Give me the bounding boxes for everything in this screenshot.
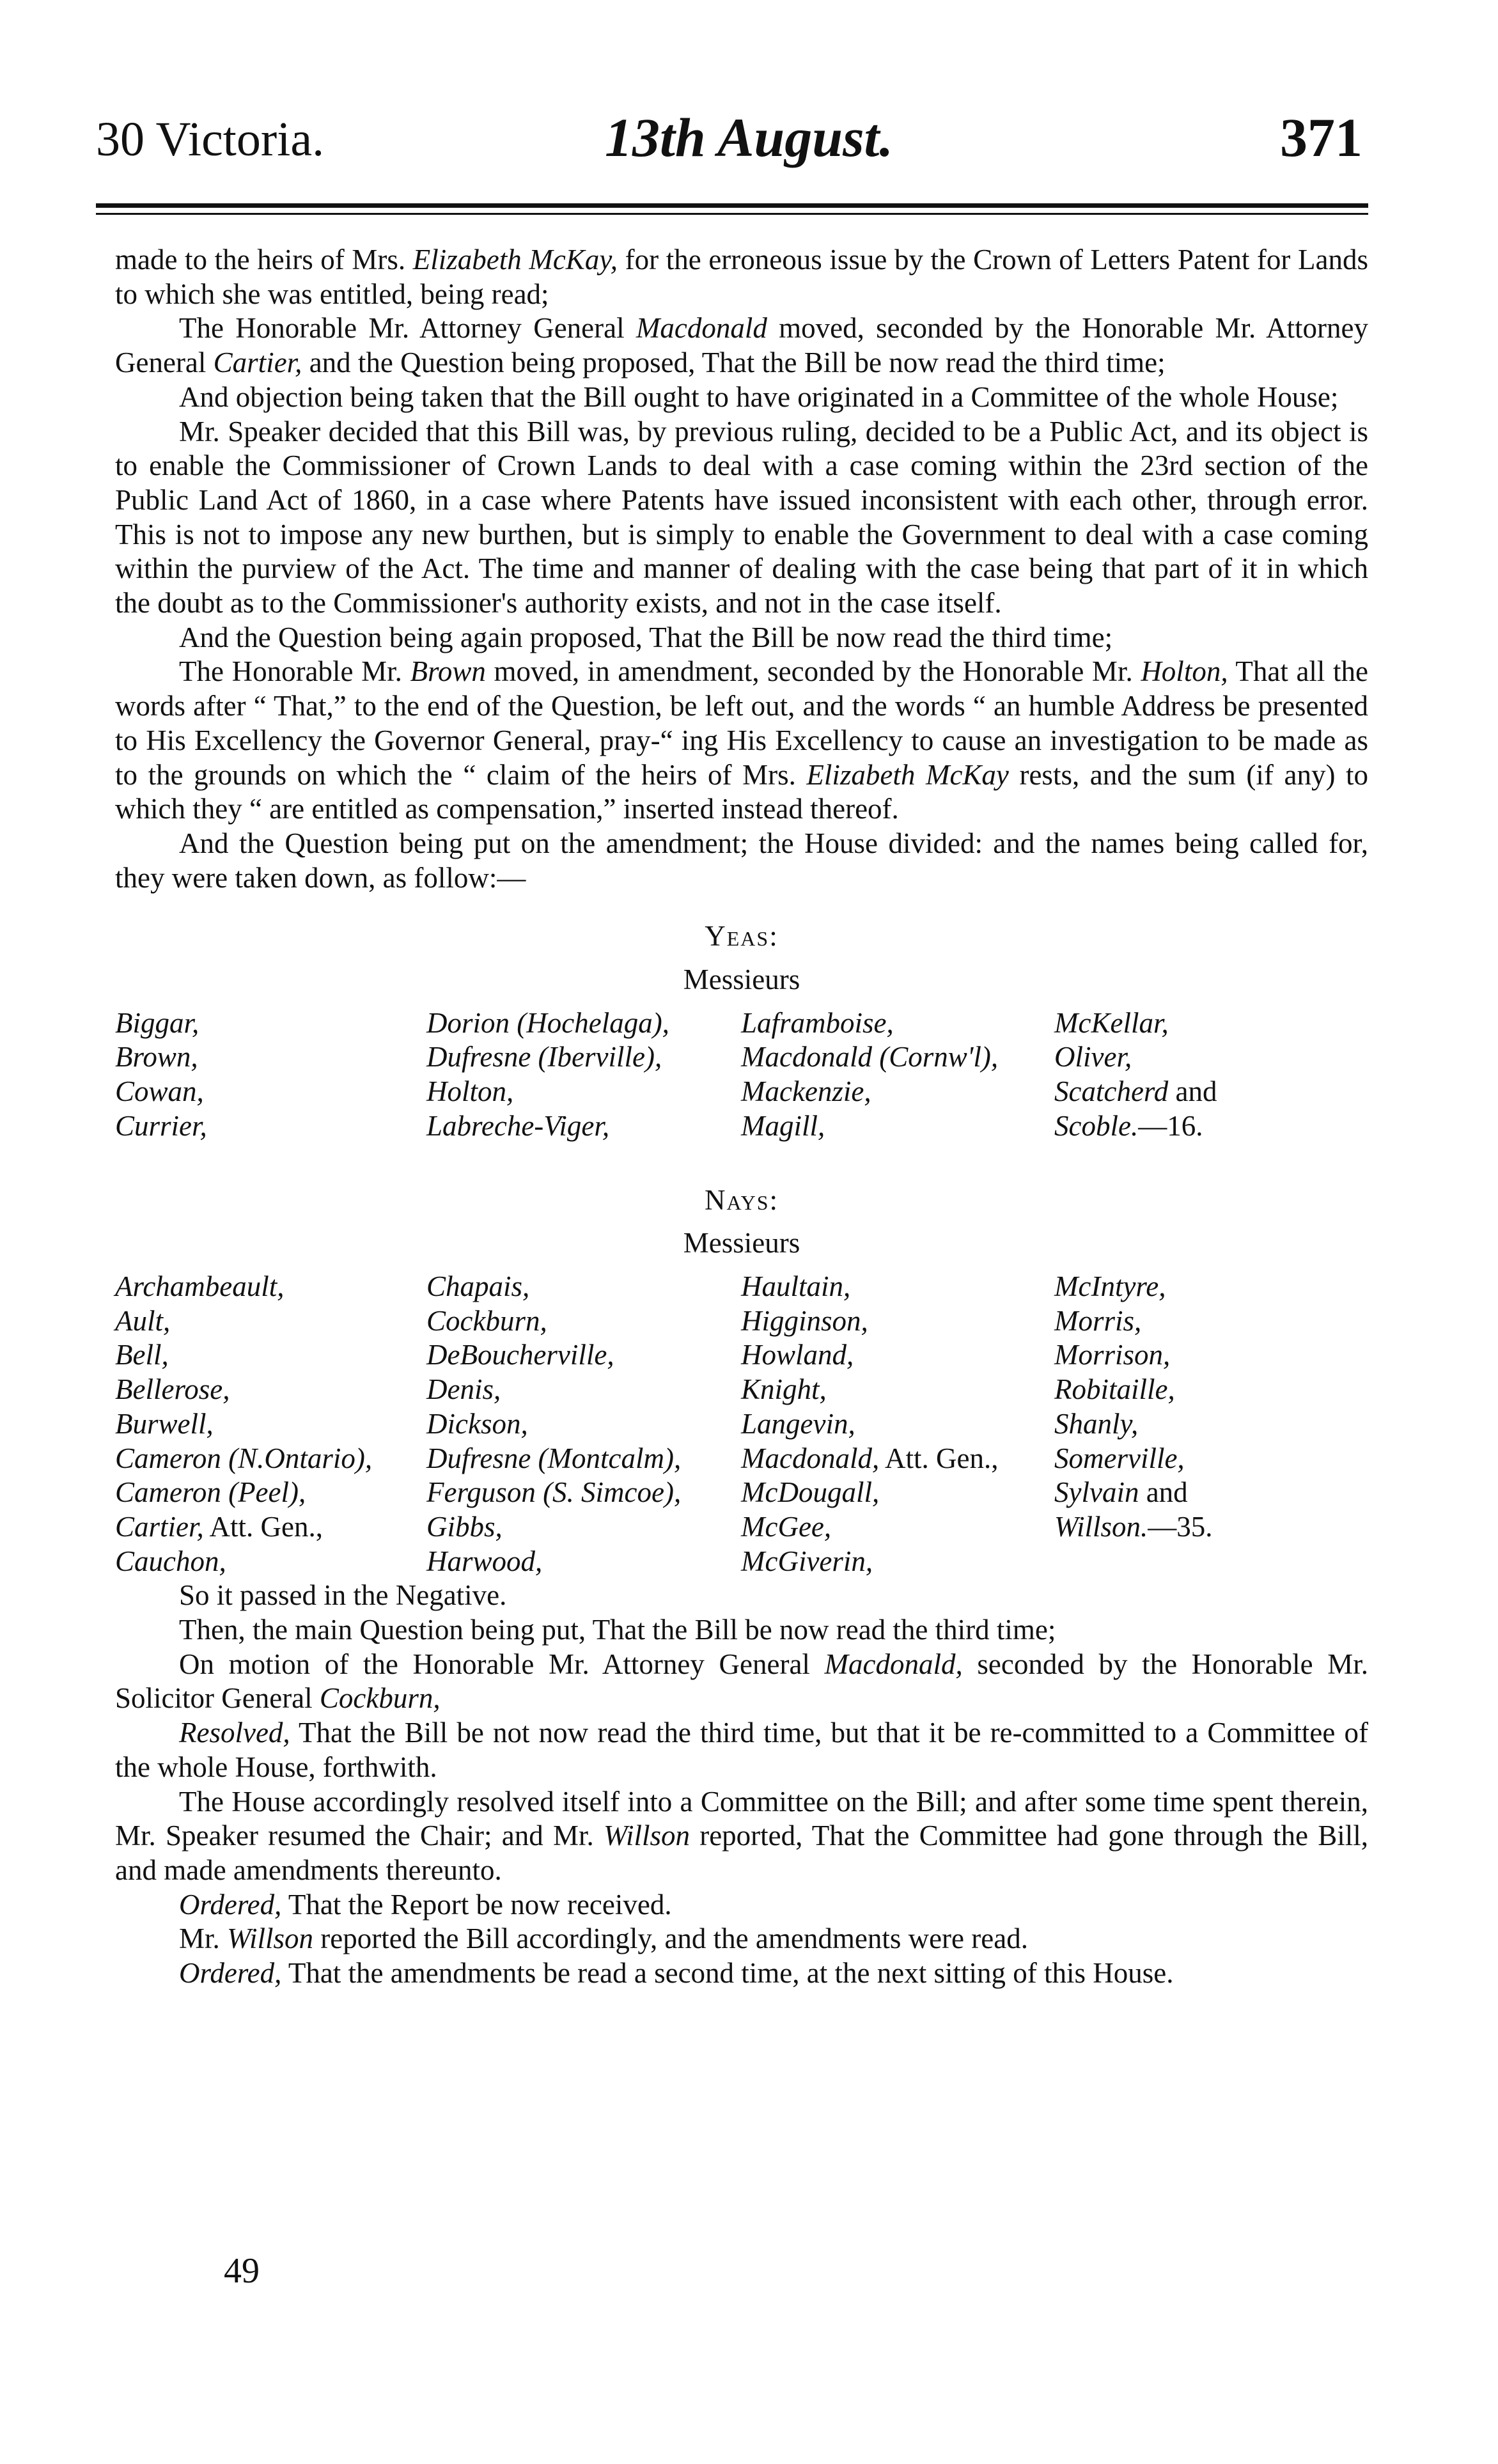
text-run: reported the Bill accordingly, and the amendments were read. [313, 1922, 1028, 1955]
page-number: 371 [1280, 107, 1362, 168]
italic-text: Resolved, [179, 1717, 290, 1749]
text-run: And objection being taken that the Bill ought to have originated in a Committee of the whole House; [179, 380, 1339, 413]
member-name [115, 1545, 426, 1579]
paragraph [115, 415, 1368, 621]
italic-text: Cartier, [213, 347, 302, 379]
member-name [741, 1109, 1054, 1144]
member-surname: Cowan, [115, 1075, 204, 1108]
member-surname: Cameron (N.Ontario), [115, 1442, 373, 1474]
text-run: So it passed in the Negative. [179, 1579, 507, 1612]
paragraph [115, 655, 1368, 827]
member-surname: Chapais, [426, 1270, 530, 1302]
member-surname: Laframboise, [741, 1006, 894, 1039]
member-surname: McGee, [741, 1510, 832, 1543]
member-surname: McGiverin, [741, 1545, 873, 1577]
member-surname: Magill, [741, 1109, 825, 1142]
text-run: And the Question being again proposed, That the Bill be now read the third time; [179, 621, 1113, 653]
paragraph [115, 827, 1368, 895]
text-run: That the Report be now received. [281, 1888, 672, 1921]
member-suffix: —35. [1148, 1510, 1213, 1543]
member-surname: Burwell, [115, 1407, 214, 1440]
member-name [426, 1270, 741, 1304]
member-name [741, 1442, 1054, 1476]
member-surname: Bellerose, [115, 1373, 230, 1406]
text-run: The House accordingly resolved itself into a Committee on the Bill; and after some time spent therein, Mr. Speaker resumed the Chair; and Mr. [115, 1785, 1368, 1852]
italic-text: Holton, [1141, 655, 1228, 688]
member-name [426, 1476, 741, 1510]
member-name [1054, 1270, 1368, 1304]
member-surname: Sylvain [1054, 1476, 1139, 1509]
member-name [426, 1304, 741, 1339]
member-suffix: Att. Gen., [879, 1442, 999, 1474]
member-name [426, 1109, 741, 1144]
member-name [1054, 1109, 1368, 1144]
member-name [741, 1407, 1054, 1442]
member-surname: Ault, [115, 1304, 171, 1337]
header-rule-thick [96, 203, 1368, 208]
member-name [741, 1075, 1054, 1109]
member-name [741, 1338, 1054, 1373]
member-surname: Brown, [115, 1041, 198, 1073]
italic-text: Willson [603, 1820, 690, 1852]
member-name [1054, 1040, 1368, 1075]
member-surname: Holton, [426, 1075, 514, 1108]
italic-text: Macdonald, [824, 1648, 963, 1680]
italic-text: Ordered, [179, 1888, 282, 1921]
member-suffix: —16. [1138, 1109, 1203, 1142]
header-rule-thin [96, 213, 1368, 215]
member-surname: McDougall, [741, 1476, 880, 1509]
member-name [1054, 1545, 1368, 1579]
member-name [115, 1407, 426, 1442]
member-surname: Cartier, [115, 1510, 204, 1543]
member-name [115, 1075, 426, 1109]
member-name [115, 1040, 426, 1075]
paragraph [115, 1648, 1368, 1716]
paragraph [115, 1613, 1368, 1648]
member-name [1054, 1442, 1368, 1476]
member-surname: Higginson, [741, 1304, 868, 1337]
text-run: Mr. Speaker decided that this Bill was, by previous ruling, decided to be a Public Act, and its object is to enable the Commissioner of Crown Lands to deal with a case coming within the 23rd section of the Public Land Act of 1860, in a case where Patents have issued inconsistent with each other, through error. This is not to impose any new burthen, but is simply to enable the Government to deal with a case coming within the purview of the Act. The time and manner of dealing with the case being that part of it in which the doubt as to the Commissioner's authority exists, and not in the case itself. [115, 415, 1368, 620]
proceedings-text [115, 243, 1368, 895]
member-name [115, 1510, 426, 1545]
text-run: moved, in amendment, seconded by the Honorable Mr. [485, 655, 1141, 688]
running-head-date: 13th August. [605, 107, 893, 168]
italic-text: Ordered, [179, 1957, 282, 1990]
member-surname: Scatcherd [1054, 1075, 1169, 1108]
text-run: Mr. [179, 1922, 228, 1955]
italic-text: Elizabeth McKay, [412, 244, 618, 276]
member-name [426, 1373, 741, 1407]
paragraph [115, 1716, 1368, 1784]
member-surname: Dufresne (Montcalm), [426, 1442, 682, 1474]
member-name [1054, 1373, 1368, 1407]
member-surname: Morrison, [1054, 1339, 1171, 1371]
member-name [741, 1373, 1054, 1407]
member-surname: Mackenzie, [741, 1075, 871, 1108]
member-name [115, 1006, 426, 1041]
text-run: And the Question being put on the amendment; the House divided: and the names being called for, they were taken down, as follow:— [115, 827, 1368, 894]
member-surname: Macdonald, [741, 1442, 880, 1474]
member-surname: Howland, [741, 1339, 854, 1371]
member-surname: Willson. [1054, 1510, 1148, 1543]
text-run: That the amendments be read a second time, at the next sitting of this House. [281, 1957, 1174, 1990]
member-name [426, 1407, 741, 1442]
yeas-heading: Yeas: [705, 920, 779, 953]
member-name [1054, 1338, 1368, 1373]
member-suffix: and [1139, 1476, 1188, 1509]
member-name [741, 1040, 1054, 1075]
member-surname: Cauchon, [115, 1545, 226, 1577]
text-run: and the Question being proposed, That the Bill be now read the third time; [302, 347, 1166, 379]
member-surname: Labreche-Viger, [426, 1109, 610, 1142]
member-name [426, 1338, 741, 1373]
paragraph [115, 243, 1368, 311]
member-surname: Macdonald (Cornw'l), [741, 1041, 999, 1073]
paragraph [115, 1785, 1368, 1888]
member-surname: Biggar, [115, 1006, 199, 1039]
nays-heading: Nays: [704, 1183, 779, 1216]
member-name [115, 1304, 426, 1339]
member-surname: McKellar, [1054, 1006, 1169, 1039]
member-surname: Harwood, [426, 1545, 543, 1577]
member-name [115, 1338, 426, 1373]
member-name [1054, 1006, 1368, 1041]
member-name [1054, 1510, 1368, 1545]
member-surname: Haultain, [741, 1270, 851, 1302]
nays-list [115, 1270, 1368, 1579]
yeas-list [115, 1006, 1368, 1144]
member-name [426, 1442, 741, 1476]
member-surname: Gibbs, [426, 1510, 503, 1543]
member-surname: Shanly, [1054, 1407, 1139, 1440]
text-run: Then, the main Question being put, That the Bill be now read the third time; [179, 1614, 1056, 1646]
text-run: reported, That the Committee had gone through the Bill, and made amendments thereunto. [115, 1820, 1368, 1886]
member-surname: Denis, [426, 1373, 501, 1406]
member-name [426, 1545, 741, 1579]
member-name [741, 1476, 1054, 1510]
text-run: The Honorable Mr. Attorney General [179, 312, 636, 345]
member-surname: Scoble. [1054, 1109, 1139, 1142]
text-run: seconded by the Honorable Mr. Solicitor General [115, 1648, 1368, 1715]
text-run: for the erroneous issue by the Crown of Letters Patent for Lands to which she was entitled, being read; [115, 244, 1368, 310]
member-surname: DeBoucherville, [426, 1339, 614, 1371]
member-name [1054, 1476, 1368, 1510]
member-surname: McIntyre, [1054, 1270, 1166, 1302]
italic-text: Willson [227, 1922, 314, 1955]
member-surname: Currier, [115, 1109, 207, 1142]
member-name [1054, 1304, 1368, 1339]
member-name [741, 1545, 1054, 1579]
text-run: The Honorable Mr. [179, 655, 410, 688]
paragraph [115, 311, 1368, 380]
paragraph [115, 380, 1368, 415]
member-surname: Robitaille, [1054, 1373, 1175, 1406]
sheet-signature-number: 49 [224, 2251, 260, 2291]
italic-text: Elizabeth McKay [806, 758, 1009, 791]
paragraph [115, 1922, 1368, 1956]
member-name [741, 1270, 1054, 1304]
member-surname: Oliver, [1054, 1041, 1132, 1073]
member-surname: Dufresne (Iberville), [426, 1041, 662, 1073]
member-name [426, 1510, 741, 1545]
nays-subheading: Messieurs [683, 1227, 800, 1259]
member-suffix: Att. Gen., [203, 1510, 324, 1543]
member-surname: Dickson, [426, 1407, 528, 1440]
member-surname: Somerville, [1054, 1442, 1185, 1474]
member-name [115, 1476, 426, 1510]
member-name [426, 1075, 741, 1109]
member-surname: Dorion (Hochelaga), [426, 1006, 669, 1039]
member-name [115, 1270, 426, 1304]
member-name [426, 1006, 741, 1041]
member-surname: Cockburn, [426, 1304, 547, 1337]
member-surname: Archambeault, [115, 1270, 285, 1302]
member-surname: Ferguson (S. Simcoe), [426, 1476, 682, 1509]
paragraph [115, 1579, 1368, 1613]
page-body [115, 243, 1368, 1991]
member-surname: Cameron (Peel), [115, 1476, 306, 1509]
italic-text: Cockburn, [319, 1682, 441, 1715]
running-head-regnal-year: 30 Victoria. [96, 113, 325, 166]
text-run: made to the heirs of Mrs. [115, 244, 413, 276]
member-surname: Bell, [115, 1339, 169, 1371]
member-name [115, 1373, 426, 1407]
member-name [1054, 1407, 1368, 1442]
text-run: That all the words after “ That,” to the end of the Question, be left out, and the words “ an humble Address be presented to His Excellency the Governor General, pray-“ ing His Excellency to cause an investigation to be made as to the grounds on which the “ claim of the heirs of Mrs. [115, 655, 1368, 791]
paragraph [115, 1956, 1368, 1991]
text-run: That the Bill be not now read the third time, but that it be re-committed to a Committee of the whole House, forthwith. [115, 1717, 1368, 1783]
yeas-subheading: Messieurs [683, 963, 800, 996]
member-name [115, 1442, 426, 1476]
paragraph [115, 621, 1368, 655]
member-name [741, 1510, 1054, 1545]
text-run: moved, seconded by the Honorable Mr. Attorney General [115, 312, 1369, 379]
paragraph [115, 1888, 1368, 1922]
text-run: rests, and the sum (if any) to which they “ are entitled as compensation,” inserted instead thereof. [115, 758, 1369, 825]
text-run: On motion of the Honorable Mr. Attorney General [179, 1648, 825, 1680]
member-name [741, 1006, 1054, 1041]
member-suffix: and [1168, 1075, 1217, 1108]
member-name [115, 1109, 426, 1144]
member-surname: Knight, [741, 1373, 827, 1406]
italic-text: Macdonald [636, 312, 767, 345]
member-surname: Morris, [1054, 1304, 1142, 1337]
member-surname: Langevin, [741, 1407, 855, 1440]
member-name [1054, 1075, 1368, 1109]
member-name [741, 1304, 1054, 1339]
member-name [426, 1040, 741, 1075]
proceedings-text-continued [115, 1579, 1368, 1990]
italic-text: Brown [410, 655, 486, 688]
